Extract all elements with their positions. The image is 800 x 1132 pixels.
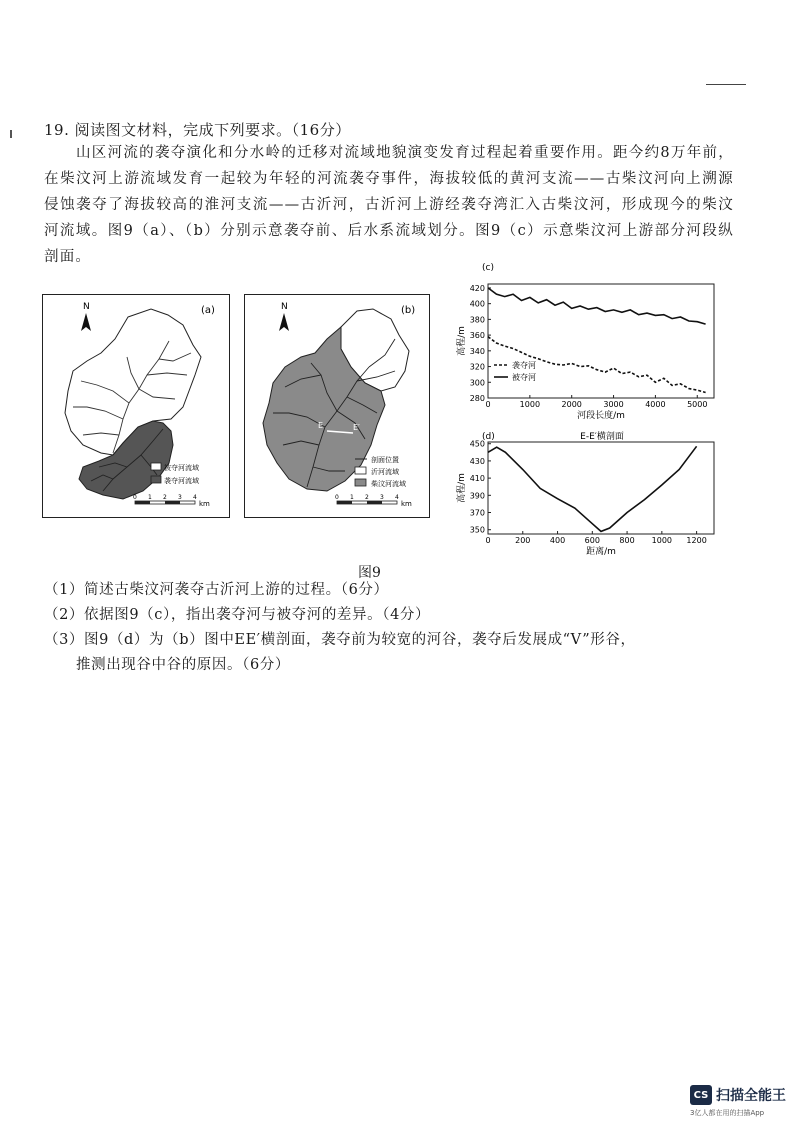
x-tick-label: 200 [515, 536, 531, 545]
y-tick-label: 420 [469, 283, 485, 293]
map-b [244, 294, 430, 518]
north-arrow-icon [279, 313, 289, 331]
scale-3: 3 [380, 494, 384, 501]
y-tick-label: 380 [469, 315, 485, 325]
north-arrow-icon [81, 313, 91, 331]
y-tick-label: 450 [469, 439, 485, 449]
scale-2: 2 [163, 494, 167, 501]
y-tick-label: 390 [469, 491, 485, 501]
x-axis-label: 距离/m [586, 547, 616, 556]
question-title: 19. 阅读图文材料，完成下列要求。（16分） [44, 121, 351, 139]
map-b-label: (b) [401, 305, 416, 316]
chart-d [452, 430, 722, 556]
panel-label-d: (d) [482, 432, 495, 442]
series-line-main-0 [488, 446, 697, 531]
x-tick-label: 0 [485, 400, 491, 409]
map-a-label: (a) [201, 305, 215, 316]
y-tick-label: 430 [469, 456, 485, 466]
y-tick-label: 280 [469, 394, 485, 403]
scale-0: 0 [335, 494, 339, 501]
scanner-watermark [690, 1085, 786, 1105]
scale-4: 4 [395, 494, 399, 501]
x-tick-label: 400 [549, 536, 566, 545]
y-tick-label: 350 [469, 525, 485, 535]
legend-label-captured: 被夺河 [512, 373, 536, 382]
brand-name: 扫描全能王 [716, 1088, 786, 1104]
y-tick-label: 340 [469, 346, 485, 356]
x-tick-label: 800 [619, 536, 635, 545]
scale-unit: km [199, 500, 210, 508]
question-paragraph: 山区河流的袭夺演化和分水岭的迁移对流域地貌演变发育过程起着重要作用。距今约8万年前，在柴汶河上游流域发育一起较为年轻的河流袭夺事件，海拔较低的黄河支流——古柴汶河向上溯源侵蚀袭夺了海拔较高的淮河支流——古沂河，古沂河上游经袭夺湾汇入古柴汶河，形成现今的柴汶河流域。图9（a）、（b）分别示意袭夺前、后水系流域划分。图9（c）示意柴汶河上游部分河段纵剖面。 [44, 145, 734, 265]
subquestion-1: （1）简述古柴汶河袭夺古沂河上游的过程。（6分） [44, 582, 389, 598]
subquestion-3: （3）图9（d）为（b）图中EE′横剖面，袭夺前为较宽的河谷，袭夺后发展成“V”形谷， [44, 632, 636, 648]
margin-mark [10, 130, 12, 138]
section-e2: E′ [353, 423, 360, 432]
subquestion-2: （2）依据图9（c），指出袭夺河与被夺河的差异。（4分） [44, 607, 431, 623]
y-tick-label: 410 [469, 474, 485, 484]
north-label: N [83, 302, 90, 312]
legend-section: 剖面位置 [371, 456, 399, 464]
y-tick-label: 370 [469, 508, 485, 518]
scale-1: 1 [148, 494, 152, 501]
x-tick-label: 1000 [651, 536, 673, 545]
panel-label-c: (c) [482, 263, 494, 273]
scale-3: 3 [178, 494, 182, 501]
x-tick-label: 4000 [645, 400, 666, 409]
x-tick-label: 2000 [561, 400, 582, 409]
legend-swatch-captured [151, 463, 161, 470]
y-axis-label: 高程/m [457, 326, 467, 356]
legend-capturing: 袭夺河流域 [164, 477, 199, 485]
scale-unit: km [401, 500, 412, 508]
north-label: N [281, 302, 288, 312]
legend-label-captured-by: 袭夺河 [512, 361, 536, 370]
x-tick-label: 0 [485, 536, 491, 545]
scale-0: 0 [133, 494, 137, 501]
y-axis-label: 高程/m [457, 473, 467, 503]
legend-swatch-chaiwen [355, 479, 366, 486]
x-tick-label: 1000 [519, 400, 541, 409]
legend-swatch-capturing [151, 476, 161, 483]
figure-caption: 图9 [358, 565, 381, 581]
series-line-main-0 [488, 288, 706, 324]
header-rule [706, 84, 746, 85]
map-a [42, 294, 230, 518]
cs-logo-icon: CS [690, 1085, 712, 1105]
scale-4: 4 [193, 494, 197, 501]
y-tick-label: 300 [469, 378, 485, 388]
x-tick-label: 3000 [603, 400, 624, 409]
scale-1: 1 [350, 494, 354, 501]
y-tick-label: 320 [469, 362, 485, 372]
y-tick-label: 360 [469, 331, 485, 341]
section-e: E [318, 421, 324, 430]
y-tick-label: 400 [469, 299, 485, 309]
brand-slogan: 3亿人都在用的扫描App [690, 1109, 765, 1117]
legend-swatch-yi [355, 467, 366, 474]
legend-chaiwen: 柴汶河流域 [371, 480, 406, 488]
chart-c [452, 258, 722, 426]
x-tick-label: 1200 [686, 536, 707, 545]
plot-frame [488, 442, 714, 534]
x-tick-label: 600 [584, 536, 600, 545]
x-tick-label: 5000 [687, 400, 708, 409]
subquestion-3-continued: 推测出现谷中谷的原因。（6分） [76, 657, 290, 673]
legend-yi: 沂河流域 [371, 468, 399, 476]
scale-2: 2 [365, 494, 369, 501]
x-axis-label: 河段长度/m [577, 411, 625, 421]
legend-captured: 被夺河流域 [164, 464, 199, 472]
subquestions [44, 578, 764, 678]
chart-d-title: E-E′横剖面 [580, 432, 624, 442]
